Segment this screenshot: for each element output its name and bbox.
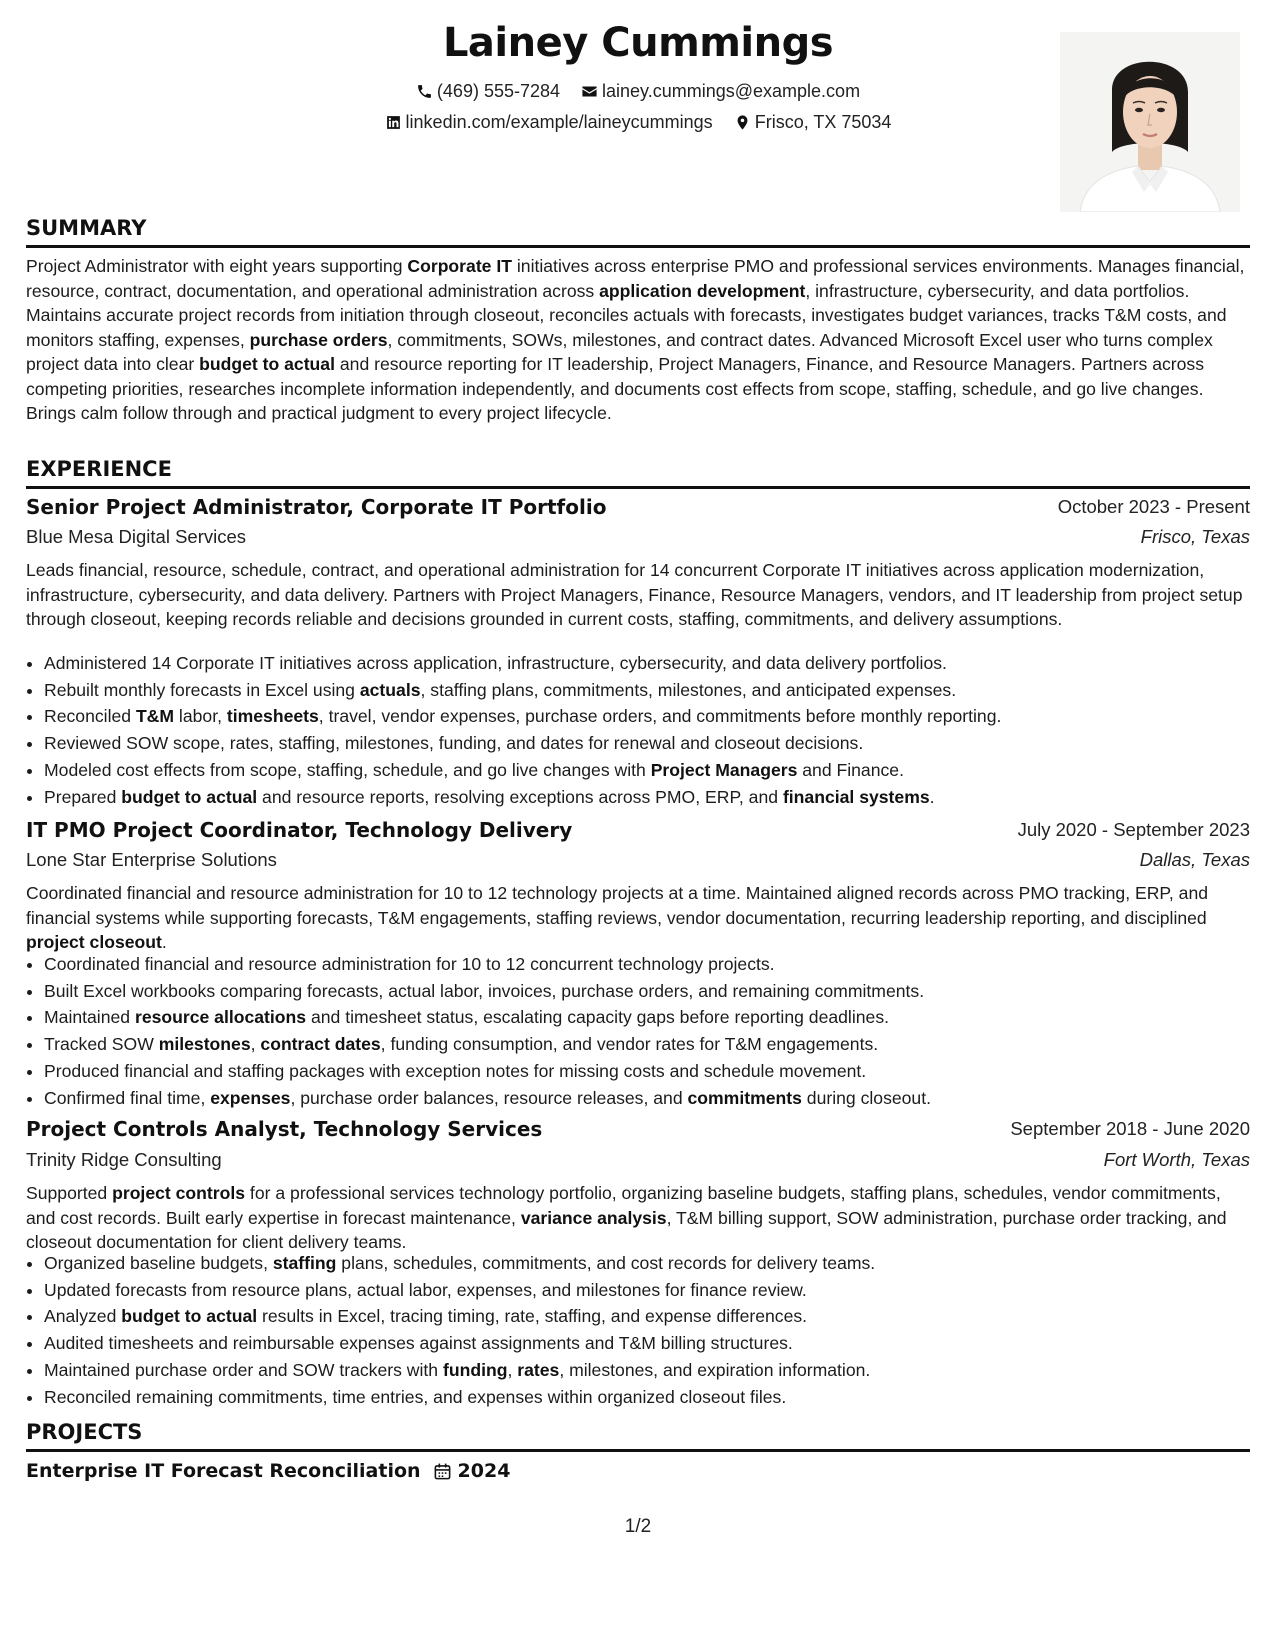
linkedin-contact[interactable] [385,112,713,133]
bullet-item: • Maintained purchase order and SOW trackers with funding, rates, milestones, and expiration information. [44,1357,1250,1384]
calendar-icon [433,1462,452,1481]
bullet-item: • Rebuilt monthly forecasts in Excel using actuals, staffing plans, commitments, milestones, and anticipated expenses. [44,677,1250,704]
job-bullets [26,650,1250,810]
job-dates: July 2020 - September 2023 [1017,819,1250,840]
bullet-item: • Reconciled T&M labor, timesheets, travel, vendor expenses, purchase orders, and commitments before monthly reporting. [44,703,1250,730]
summary-heading: SUMMARY [26,216,1250,248]
bold-keyword: rates [517,1359,560,1380]
summary-text: Project Administrator with eight years supporting Corporate IT initiatives across enterprise PMO and professional services environments. Manages financial, resource, contract, documentation, and operational administration across application development, infrastructure, cybersecurity, and data portfolios. Maintains accurate project records from initiation through closeout, reconciles actuals with forecasts, investigates budget variances, tracks T&M costs, and monitors staffing, expenses, purchase orders, commitments, SOWs, milestones, and contract dates. Advanced Microsoft Excel user who turns complex project data into clear budget to actual and resource reporting for IT leadership, Project Managers, Finance, and Resource Managers. Partners across competing priorities, researches incomplete information independently, and documents cost effects from scope, staffing, schedule, and go live changes. Brings calm follow through and practical judgment to every project lifecycle. [26,256,1245,423]
job-description: Supported project controls for a professional services technology portfolio, organizing baseline budgets, staffing plans, schedules, vendor commitments, and cost records. Built early expertise in forecast maintenance, variance analysis, T&M billing support, SOW administration, purchase order tracking, and closeout documentation for client delivery teams. [26,1183,1227,1252]
bold-keyword: funding [442,1359,508,1380]
job-bullets [26,951,1250,1111]
bullet-item: • Tracked SOW milestones, contract dates, funding consumption, and vendor rates for T&M engagements. [44,1031,1250,1058]
bold-keyword: expenses [210,1087,291,1108]
resume-page [26,0,1250,1650]
map-pin-icon [734,114,751,131]
bold-keyword: Corporate IT [407,256,512,276]
bold-keyword: timesheets [226,706,319,727]
phone-icon [416,83,433,100]
job-title: Senior Project Administrator, Corporate IT Portfolio [26,495,607,519]
phone-text: (469) 555-7284 [436,81,561,101]
bold-keyword: project closeout [26,932,162,952]
bullet-item: • Confirmed final time, expenses, purchase order balances, resource releases, and commitments during closeout. [44,1085,1250,1112]
job-location: Fort Worth, Texas [1103,1149,1250,1170]
job-dates: September 2018 - June 2020 [1010,1118,1250,1139]
page-number: 1/2 [624,1516,652,1537]
company-name: Blue Mesa Digital Services [26,526,247,547]
email-text: lainey.cummings@example.com [602,81,861,101]
phone-contact[interactable] [416,81,560,102]
envelope-icon [581,83,598,100]
location-text: Frisco, TX 75034 [754,112,892,132]
company-name: Lone Star Enterprise Solutions [26,849,277,870]
project-item [26,1460,510,1482]
bold-keyword: budget to actual [199,354,335,374]
linkedin-text: linkedin.com/example/laineycummings [405,112,713,132]
email-contact[interactable] [581,81,860,102]
bullet-item: • Modeled cost effects from scope, staffing, schedule, and go live changes with Project Managers and Finance. [44,757,1250,784]
bullet-item: • Built Excel workbooks comparing forecasts, actual labor, invoices, purchase orders, and remaining commitments. [44,978,1250,1005]
bullet-item: • Coordinated financial and resource administration for 10 to 12 concurrent technology projects. [44,951,1250,978]
bold-keyword: T&M [135,706,175,727]
bold-keyword: Project Managers [650,759,798,780]
project-title: Enterprise IT Forecast Reconciliation [26,1460,421,1482]
bold-keyword: application development [599,280,806,301]
job-location: Dallas, Texas [1139,849,1250,870]
job-description: Leads financial, resource, schedule, contract, and operational administration for 14 concurrent Corporate IT initiatives across application modernization, infrastructure, cybersecurity, and data delivery. Partners with Project Managers, Finance, Resource Managers, vendors, and IT leadership from project setup through closeout, keeping records reliable and decisions grounded in current costs, staffing, commitments, and delivery assumptions. [26,560,1243,629]
bold-keyword: purchase orders [249,329,388,350]
experience-heading: EXPERIENCE [26,457,1250,489]
bullet-item: • Prepared budget to actual and resource reports, resolving exceptions across PMO, ERP, and financial systems. [44,784,1250,811]
projects-heading: PROJECTS [26,1420,1250,1452]
job-description: Coordinated financial and resource administration for 10 to 12 technology projects at a time. Maintained aligned records across PMO tracking, ERP, and financial systems while supporting forecasts, T&M engagements, staffing reviews, vendor documentation, recurring leadership reporting, and disciplined project closeout. [26,883,1209,952]
job-title: Project Controls Analyst, Technology Services [26,1117,543,1141]
profile-photo [1060,32,1240,212]
bold-keyword: financial systems [782,786,930,807]
bullet-item: • Reviewed SOW scope, rates, staffing, milestones, funding, and dates for renewal and closeout decisions. [44,730,1250,757]
job-title: IT PMO Project Coordinator, Technology Delivery [26,818,573,842]
bold-keyword: commitments [687,1087,802,1108]
bold-keyword: actuals [359,679,421,700]
bullet-item: • Updated forecasts from resource plans, actual labor, expenses, and milestones for finance review. [44,1277,1250,1304]
bullet-item: • Maintained resource allocations and timesheet status, escalating capacity gaps before reporting deadlines. [44,1004,1250,1031]
project-year: 2024 [457,1460,511,1482]
bullet-item: • Audited timesheets and reimbursable expenses against assignments and T&M billing structures. [44,1330,1250,1357]
bold-keyword: contract dates [260,1034,381,1055]
bullet-item: • Produced financial and staffing packages with exception notes for missing costs and schedule movement. [44,1058,1250,1085]
candidate-name: Lainey Cummings [442,20,834,66]
company-name: Trinity Ridge Consulting [26,1149,222,1170]
location-contact [734,112,892,133]
bullet-item: • Organized baseline budgets, staffing plans, schedules, commitments, and cost records for delivery teams. [44,1250,1250,1277]
job-dates: October 2023 - Present [1057,496,1250,517]
bold-keyword: variance analysis [520,1207,667,1228]
bullet-item: • Administered 14 Corporate IT initiatives across application, infrastructure, cybersecurity, and data delivery portfolios. [44,650,1250,677]
bold-keyword: staffing [272,1253,337,1273]
bold-keyword: resource allocations [134,1007,307,1028]
bullet-item: • Reconciled remaining commitments, time entries, and expenses within organized closeout files. [44,1384,1250,1411]
linkedin-icon [385,114,402,131]
job-bullets [26,1250,1250,1410]
bold-keyword: milestones [158,1034,251,1055]
bullet-item: • Analyzed budget to actual results in Excel, tracing timing, rate, staffing, and expense differences. [44,1303,1250,1330]
bold-keyword: project controls [112,1183,246,1203]
bold-keyword: budget to actual [121,1306,258,1327]
bold-keyword: budget to actual [121,786,258,807]
job-location: Frisco, Texas [1140,526,1250,547]
